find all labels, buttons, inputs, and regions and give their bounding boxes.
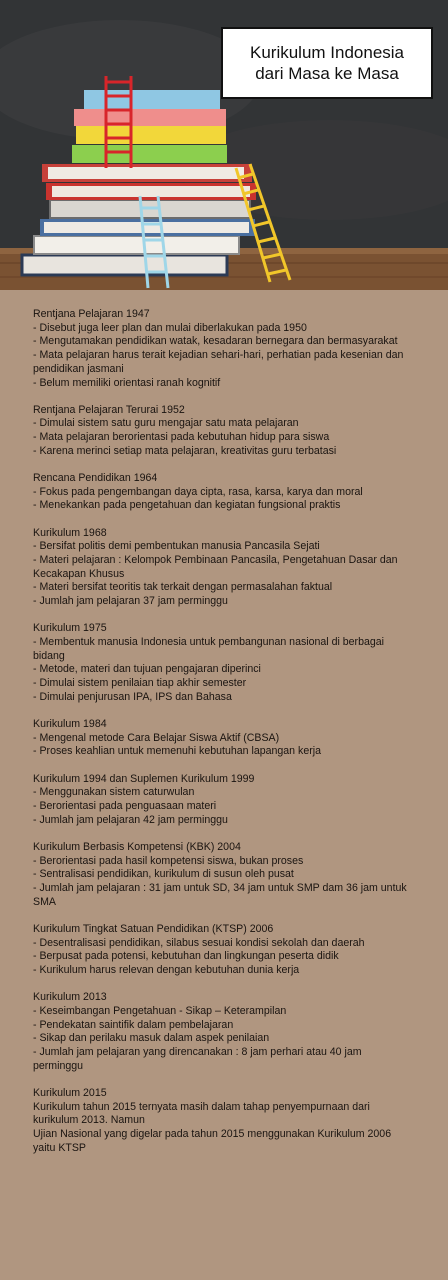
section-point: - Proses keahlian untuk memenuhi kebutuhan lapangan kerja <box>33 745 321 758</box>
curriculum-history-list <box>33 308 413 1169</box>
section-point: - Belum memiliki orientasi ranah kognitif <box>33 376 221 389</box>
section-point: - Sikap dan perilaku masuk dalam aspek penilaian <box>33 1032 270 1045</box>
curriculum-section <box>33 472 413 513</box>
curriculum-section <box>33 404 413 459</box>
section-title: Rencana Pendidikan 1964 <box>33 472 158 485</box>
section-point: - Menggunakan sistem caturwulan <box>33 786 195 799</box>
section-title: Kurikulum 2015 <box>33 1087 107 1100</box>
curriculum-section <box>33 923 413 978</box>
section-point: - Bersifat politis demi pembentukan manusia Pancasila Sejati <box>33 540 320 553</box>
section-point: - Dimulai penjurusan IPA, IPS dan Bahasa <box>33 690 232 703</box>
curriculum-section <box>33 841 413 910</box>
section-point: - Mata pelajaran harus terait kejadian sehari-hari, perhatian pada kesenian dan pendidikan jasmani <box>33 349 404 375</box>
curriculum-section <box>33 773 413 828</box>
section-title: Kurikulum Tingkat Satuan Pendidikan (KTSP) 2006 <box>33 923 274 936</box>
curriculum-section <box>33 308 413 390</box>
section-point: - Berorientasi pada penguasaan materi <box>33 800 217 813</box>
section-title: Kurikulum 1994 dan Suplemen Kurikulum 1999 <box>33 772 255 785</box>
section-title: Kurikulum 1984 <box>33 718 107 731</box>
curriculum-section <box>33 991 413 1073</box>
section-point: - Jumlah jam pelajaran 42 jam perminggu <box>33 813 228 826</box>
section-title: Rentjana Pelajaran Terurai 1952 <box>33 403 185 416</box>
curriculum-section <box>33 527 413 609</box>
section-point: - Mengutamakan pendidikan watak, kesadaran bernegara dan bermasyarakat <box>33 335 398 348</box>
section-point: - Sentralisasi pendidikan, kurikulum di susun oleh pusat <box>33 868 294 881</box>
section-point: - Karena merinci setiap mata pelajaran, kreativitas guru terbatasi <box>33 444 337 457</box>
section-point: - Berpusat pada potensi, kebutuhan dan lingkungan peserta didik <box>33 950 339 963</box>
header-illustration <box>0 0 448 290</box>
title-line-2: dari Masa ke Masa <box>255 64 399 83</box>
section-point: - Jumlah jam pelajaran yang direncanakan : 8 jam perhari atau 40 jam perminggu <box>33 1046 362 1072</box>
section-title: Kurikulum 1968 <box>33 526 107 539</box>
curriculum-section <box>33 1087 413 1156</box>
section-point: - Membentuk manusia Indonesia untuk pembangunan nasional di berbagai bidang <box>33 636 385 662</box>
section-point: - Jumlah jam pelajaran 37 jam perminggu <box>33 595 228 608</box>
section-point: - Mengenal metode Cara Belajar Siswa Aktif (CBSA) <box>33 731 280 744</box>
section-point: - Fokus pada pengembangan daya cipta, rasa, karsa, karya dan moral <box>33 485 363 498</box>
section-point: - Metode, materi dan tujuan pengajaran diperinci <box>33 663 261 676</box>
section-point: - Materi pelajaran : Kelompok Pembinaan Pancasila, Pengetahuan Dasar dan Kecakapan Khusus <box>33 554 398 580</box>
curriculum-section <box>33 622 413 704</box>
section-point: - Mata pelajaran berorientasi pada kebutuhan hidup para siswa <box>33 431 330 444</box>
curriculum-section <box>33 718 413 759</box>
section-point: - Kurikulum harus relevan dengan kebutuhan dunia kerja <box>33 964 300 977</box>
section-point: - Disebut juga leer plan dan mulai diberlakukan pada 1950 <box>33 321 307 334</box>
section-point: Ujian Nasional yang digelar pada tahun 2015 menggunakan Kurikulum 2006 yaitu KTSP <box>33 1128 392 1154</box>
section-point: - Dimulai sistem satu guru mengajar satu mata pelajaran <box>33 417 299 430</box>
section-point: Kurikulum tahun 2015 ternyata masih dalam tahap penyempurnaan dari kurikulum 2013. Namun <box>33 1100 370 1127</box>
section-point: - Keseimbangan Pengetahuan - Sikap – Keterampilan <box>33 1005 287 1018</box>
section-point: - Dimulai sistem penilaian tiap akhir semester <box>33 677 247 690</box>
section-title: Rentjana Pelajaran 1947 <box>33 308 150 320</box>
section-point: - Materi bersifat teoritis tak terkait dengan permasalahan faktual <box>33 581 333 594</box>
section-point: - Desentralisasi pendidikan, silabus sesuai kondisi sekolah dan daerah <box>33 936 365 949</box>
section-point: - Jumlah jam pelajaran : 31 jam untuk SD, 34 jam untuk SMP dam 36 jam untuk SMA <box>33 882 407 908</box>
section-point: - Berorientasi pada hasil kompetensi siswa, bukan proses <box>33 854 304 867</box>
section-point: - Pendekatan saintifik dalam pembelajaran <box>33 1018 234 1031</box>
title-line-1: Kurikulum Indonesia <box>249 43 405 62</box>
section-title: Kurikulum 2013 <box>33 991 107 1004</box>
section-point: - Menekankan pada pengetahuan dan kegiatan fungsional praktis <box>33 499 341 512</box>
section-title: Kurikulum 1975 <box>33 622 107 635</box>
section-title: Kurikulum Berbasis Kompetensi (KBK) 2004 <box>33 841 241 853</box>
title-card <box>221 27 433 99</box>
